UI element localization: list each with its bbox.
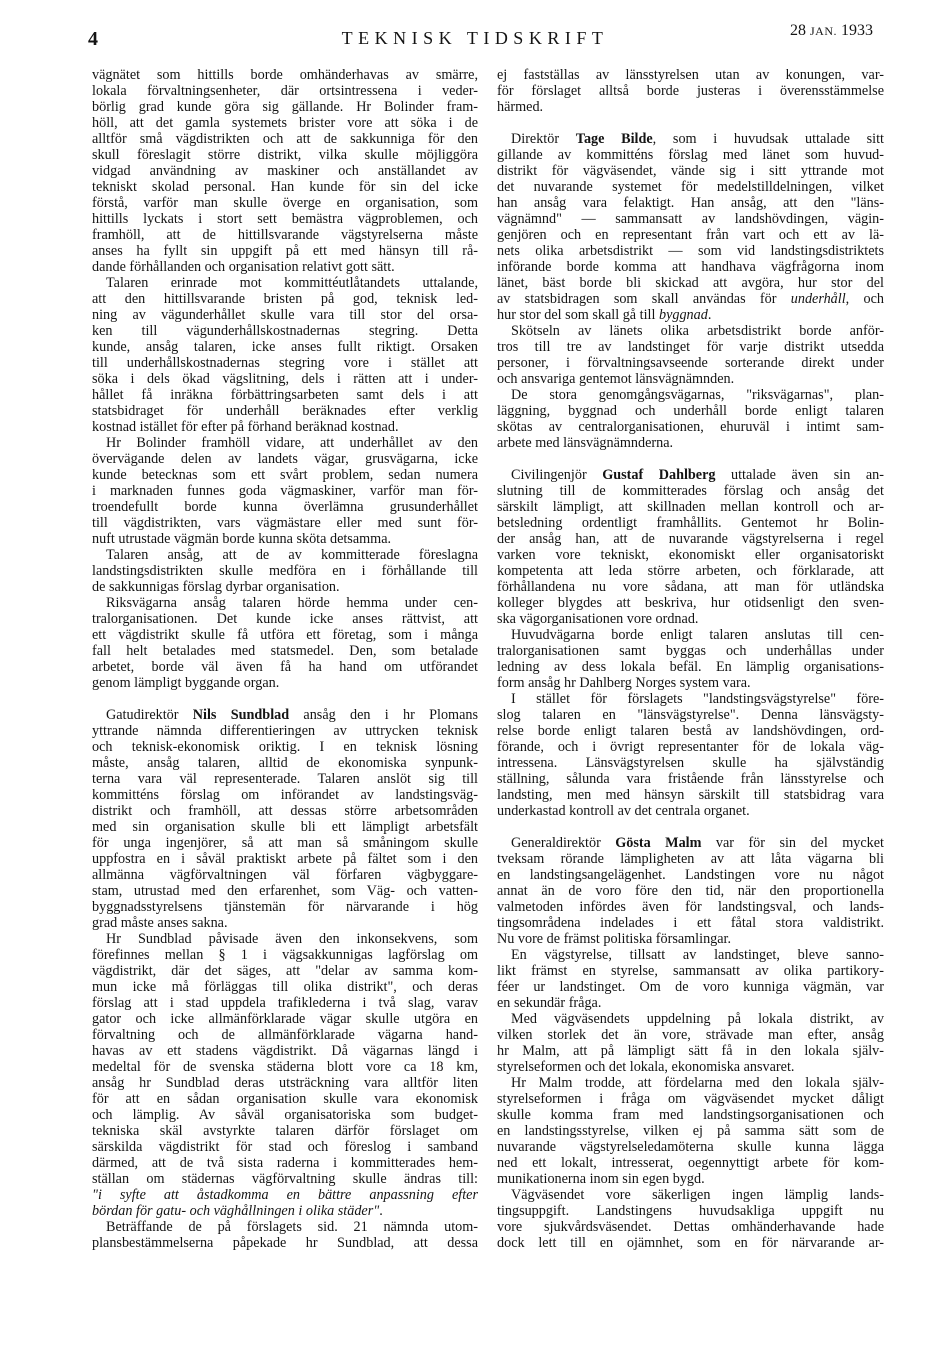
text-line: ställan om städernas vägförvaltning skulle ändras till: bbox=[92, 1171, 478, 1187]
text-line: skötas av centralorganisationen, ehuruväl i intimt sam- bbox=[497, 419, 884, 435]
text-line: ken till vägunderhållskostnadernas stegring. Detta bbox=[92, 323, 478, 339]
paragraph bbox=[497, 835, 884, 947]
date-month: JAN. bbox=[810, 24, 838, 38]
text-line: förstå, varför man skulle överge en organisation, som bbox=[92, 195, 478, 211]
text-line: kunde, ansåg talaren, icke anses fullt riktigt. Orsaken bbox=[92, 339, 478, 355]
text-line: tekniska skäl avstyrkte talaren därför förslaget om bbox=[92, 1123, 478, 1139]
text-line: nets olika arbetsdistrikt — som vid landstingsdistriktets bbox=[497, 243, 884, 259]
text-segment: ansåg den i hr Plomans bbox=[289, 707, 479, 723]
text-line: kostnad istället för efter på förhand beräknad kostnad. bbox=[92, 419, 399, 435]
text-line: kolleger blygdes att beskriva, hur otidsenligt den sven- bbox=[497, 595, 884, 611]
text-line: förhållandena nu vore sådana, att man för utländska bbox=[497, 579, 884, 595]
text-segment: Generaldirektör bbox=[511, 835, 616, 851]
text-line: anses ha fyllt sin uppgift på ett med hänsyn till rå- bbox=[92, 243, 478, 259]
text-line: ställning, sålunda vara fristående från länsstyrelse och bbox=[497, 771, 884, 787]
text-line bbox=[92, 1187, 478, 1203]
text-line: vägnämnd" — sammansatt av landshövdingen, vägin- bbox=[497, 211, 884, 227]
text-line: hållet få inräkna förbättringsarbeten samt dels i att bbox=[92, 387, 478, 403]
text-segment: hur stor del som skall gå till bbox=[497, 307, 659, 323]
text-line: en landstingsstyrelse, vilken ej på samma sätt som de bbox=[497, 1123, 884, 1139]
text-line: plansbestämmelserna påpekade hr Sundblad, att dessa bbox=[92, 1235, 478, 1251]
paragraph bbox=[497, 1011, 884, 1075]
text-line: munikationerna inom sin egen bygd. bbox=[497, 1171, 705, 1187]
text-line bbox=[497, 131, 884, 147]
text-line: tveksam rörande lämpligheten av att låta vägarna bli bbox=[497, 851, 884, 867]
text-segment: Direktör bbox=[511, 131, 576, 147]
text-line: distrikt för vägväsendet, vände sig i sitt yttrande mot bbox=[497, 163, 884, 179]
text-line: fall helt betalades med statsmedel. Den, som betalade bbox=[92, 643, 478, 659]
text-line: och ansvariga gentemot länsvägnämnden. bbox=[497, 371, 735, 387]
text-segment: . bbox=[379, 1203, 383, 1219]
text-line: genom lämpligt byggande organ. bbox=[92, 675, 280, 691]
text-line: Nu vore de främst politiska församlingar. bbox=[497, 931, 732, 947]
text-line: tingsuppgift. Landstingens huvudsakliga uppgift nu bbox=[497, 1203, 884, 1219]
text-line: och teknisk-ekonomisk oriktig. I en teknisk lösning bbox=[92, 739, 478, 755]
emphasis-text: byggnad bbox=[658, 307, 708, 323]
text-line: valmetoden infördes även för landstingsval, och lands- bbox=[497, 899, 884, 915]
text-segment: . bbox=[707, 307, 712, 323]
text-line: vidgad användning av maskiner och anställandet av bbox=[92, 163, 478, 179]
paragraph bbox=[497, 67, 884, 115]
text-line: tingsområdena indelades i ett fåtal stora valdistrikt. bbox=[497, 915, 884, 931]
text-line: Talaren ansåg, att de av kommitterade föreslagna bbox=[106, 547, 478, 563]
text-line: ned ett lokalt, intresserat, oegennyttigt arbete för kom- bbox=[497, 1155, 884, 1171]
text-line: slutning till de kommitterades förslag och ansåg det bbox=[497, 483, 884, 499]
text-segment: Gatudirektör bbox=[106, 707, 193, 723]
text-line: särskilda vägdistrikt för stad och föreslog i samband bbox=[92, 1139, 478, 1155]
text-line: måste, ansåg talaren, alltid de ekonomiska synpunk- bbox=[92, 755, 478, 771]
text-line: nuft utrustade vägmän borde kunna sköta detsamma. bbox=[92, 531, 392, 547]
text-line: ett vägdistrikt skulle få utföra ett företag, som i många bbox=[92, 627, 478, 643]
text-line: vägnätet som hittills borde omhänderhavas av smärre, bbox=[92, 67, 478, 83]
text-line: ning av vägunderhållet skulle vara till stor del orsa- bbox=[92, 307, 478, 323]
text-line: dock lett till en ojämnhet, som en för närvarande ar- bbox=[497, 1235, 884, 1251]
text-line: Talaren erinrade mot kommittéutlåtandets uttalande, bbox=[106, 275, 478, 291]
text-line: för unga ingenjörer, så att man så småningom skulle bbox=[92, 835, 478, 851]
text-line: genjören och en representant från vart och ett av lä- bbox=[497, 227, 884, 243]
text-segment: uttalade även sin an- bbox=[715, 467, 884, 483]
text-line bbox=[497, 467, 884, 483]
speaker-name: Nils Sundblad bbox=[192, 707, 290, 723]
text-line: ej fastställas av länsstyrelsen utan av konungen, var- bbox=[497, 67, 884, 83]
date-day: 28 bbox=[790, 22, 806, 39]
emphasis-text: "i syfte att åstadkomma en bättre anpassning efter bbox=[92, 1187, 478, 1203]
text-line: förslag att i stad uppdela trafiklederna i två slag, varav bbox=[92, 995, 478, 1011]
text-line: höll, att det gamla systemets brister vore att söka i de bbox=[92, 115, 478, 131]
text-line: skull föreslagit större distrikt, vilka skulle möjliggöra bbox=[92, 147, 478, 163]
text-line: till vägdistrikten, vars vägmästare eller med sunt för- bbox=[92, 515, 478, 531]
issue-date bbox=[790, 22, 873, 40]
text-line: med sin organisation skulle bli ett lämpligt arbetsfält bbox=[92, 819, 478, 835]
text-line: förande, och i övrigt representanter för de lokala väg- bbox=[497, 739, 884, 755]
text-line: stam, utrustad med den erfarenhet, som Väg- och vatten- bbox=[92, 883, 478, 899]
text-line: framhöll, att de hittillsvarande vägstyrelserna måste bbox=[92, 227, 478, 243]
text-line: kompetenta att leda större arbeten, och förklarade, att bbox=[497, 563, 884, 579]
text-line: han ansåg vara felaktigt. Han ansåg, att den "läns- bbox=[497, 195, 884, 211]
text-line: Skötseln av länets olika arbetsdistrikt borde anför- bbox=[511, 323, 884, 339]
text-segment: var för sin del mycket bbox=[701, 835, 884, 851]
paragraph bbox=[497, 691, 884, 819]
text-line: förvaltning och de allmänförklarade vägarna hand- bbox=[92, 1027, 478, 1043]
paragraph bbox=[92, 595, 478, 691]
text-line: slog talaren en "länsvägstyrelse". Denna länsvägsty- bbox=[497, 707, 884, 723]
text-line: börlig grad kunde göra sig gällande. Hr Bolinder fram- bbox=[92, 99, 478, 115]
text-line: Riksvägarna ansåg talaren hörde hemma under cen- bbox=[106, 595, 478, 611]
paragraph bbox=[497, 627, 884, 691]
text-line: Huvudvägarna borde enligt talaren anslutas till cen- bbox=[511, 627, 884, 643]
paragraph bbox=[497, 947, 884, 1011]
text-line: relse borde enligt talaren bestå av landshövdingen, ord- bbox=[497, 723, 884, 739]
text-line: ansåg hr Sundblad deras utsträckning vara alltför liten bbox=[92, 1075, 478, 1091]
left-column bbox=[92, 67, 478, 1251]
paragraph bbox=[92, 931, 478, 1219]
text-line: vilken storlek det än vore, strävade man efter, ansåg bbox=[497, 1027, 884, 1043]
text-line: lokala förvaltningsenheter, där ortsintressena i veder- bbox=[92, 83, 478, 99]
text-line: En vägstyrelse, tillsatt av landstinget, bleve sanno- bbox=[511, 947, 884, 963]
text-segment: Civilingenjör bbox=[511, 467, 603, 483]
text-line: nuvarande vägstyrelseledamöterna skulle kunna lägga bbox=[497, 1139, 884, 1155]
paragraph bbox=[497, 1187, 884, 1251]
text-line: de sakkunnigas förslag dyrbar organisation. bbox=[92, 579, 340, 595]
text-line bbox=[497, 307, 884, 323]
text-line: gator och icke allmänförklarade vägar skulle utgöra en bbox=[92, 1011, 478, 1027]
text-line: De stora genomgångsvägarnas, "riksvägarnas", plan- bbox=[511, 387, 884, 403]
text-line: därmed, att de två sista raderna i kommitterades hem- bbox=[92, 1155, 478, 1171]
text-line: I stället för förslagets "landstingsvägstyrelse" före- bbox=[511, 691, 884, 707]
text-line: statsbidraget för underhåll beräknades efter verklig bbox=[92, 403, 478, 419]
page-number: 4 bbox=[88, 28, 98, 50]
text-line: grad måste anses sakna. bbox=[92, 915, 228, 931]
text-line: tros till tre av landstinget för varje distrikt utsedda bbox=[497, 339, 884, 355]
paragraph bbox=[92, 67, 478, 275]
text-line: härmed. bbox=[497, 99, 544, 115]
text-line bbox=[497, 291, 884, 307]
text-line: varken vore tekniskt, ekonomiskt eller organisatoriskt bbox=[497, 547, 884, 563]
text-line: införande borde komma att handhava vägfrågorna inom bbox=[497, 259, 884, 275]
text-line: dande förhållanden och organisation relativt gott sätt. bbox=[92, 259, 395, 275]
text-line: arbete med länsvägnämnderna. bbox=[497, 435, 674, 451]
text-line: havas av ett stadens vägdistrikt. Då vägarnas längd i bbox=[92, 1043, 478, 1059]
text-line: styrelseformen i fråga om vägväsendet mycket dåligt bbox=[497, 1091, 884, 1107]
text-line: der ansåg han, att de nuvarande vägstyrelserna i regel bbox=[497, 531, 884, 547]
text-line: Med vägväsendets uppdelning på lokala distrikt, av bbox=[511, 1011, 884, 1027]
text-line: allmänna vägförvaltningen väl förfaren vägbyggare- bbox=[92, 867, 478, 883]
text-line: mun icke må förläggas till olika distrikt", och deras bbox=[92, 979, 478, 995]
paragraph bbox=[92, 275, 478, 435]
text-line bbox=[92, 1203, 478, 1219]
paragraph bbox=[92, 1219, 478, 1251]
right-column bbox=[497, 67, 884, 1251]
text-line: det nuvarande systemet för medelstilldelningen, vilket bbox=[497, 179, 884, 195]
paragraph bbox=[497, 1075, 884, 1187]
text-line: landsting, men med hänsyn särskilt till statsbidrag vara bbox=[497, 787, 884, 803]
date-year: 1933 bbox=[841, 22, 874, 39]
text-line: förefinnes mellan § 1 i vägsakkunnigas lagförslag om bbox=[92, 947, 478, 963]
text-line: styrelseformen och det lokala, ekonomiska ansvaret. bbox=[497, 1059, 795, 1075]
text-line: skulle komma fram med landstingsorganisationen och bbox=[497, 1107, 884, 1123]
paragraph bbox=[497, 387, 884, 451]
text-line: byggnadsstyrelsens tjänstemän för närvarande i hög bbox=[92, 899, 478, 915]
paragraph bbox=[92, 435, 478, 547]
text-line: annat än de voro före den tid, när den proportionella bbox=[497, 883, 884, 899]
text-line: uppfostra en i såväl praktiskt arbete på fältet som i den bbox=[92, 851, 478, 867]
paragraph bbox=[497, 323, 884, 387]
text-line: kunde betecknas som ett svårt problem, sedan numera bbox=[92, 467, 478, 483]
text-line: Hr Malm trodde, att fördelarna med den lokala själv- bbox=[511, 1075, 884, 1091]
text-segment: , och bbox=[845, 291, 884, 307]
text-line: vägdistrikt, där det säges, att "delar av samma kom- bbox=[92, 963, 478, 979]
text-line: och lämplig. Av såväl organisatoriska som budget- bbox=[92, 1107, 478, 1123]
text-line: Hr Bolinder framhöll vidare, att underhållet av den bbox=[106, 435, 478, 451]
paragraph bbox=[92, 707, 478, 931]
text-line: i marknaden funnes goda vägmaskiner, varför man för- bbox=[92, 483, 478, 499]
text-line: Vägväsendet vore säkerligen ingen lämplig lands- bbox=[511, 1187, 884, 1203]
text-line bbox=[497, 835, 884, 851]
text-line: personer, i förvaltningsavseende sorterande direkt under bbox=[497, 355, 884, 371]
text-line: likt främst en styrelse, sammansatt av olika partikory- bbox=[497, 963, 884, 979]
journal-title: TEKNISK TIDSKRIFT bbox=[341, 28, 609, 48]
emphasis-text: underhåll bbox=[790, 291, 846, 307]
speaker-name: Gustaf Dahlberg bbox=[602, 467, 716, 483]
text-line: underkastad kontroll av det centrala organet. bbox=[497, 803, 750, 819]
text-line: att den hittillsvarande bristen på god, teknisk led- bbox=[92, 291, 478, 307]
text-line: Beträffande de på förslagets sid. 21 nämnda utom- bbox=[106, 1219, 478, 1235]
paragraph bbox=[497, 131, 884, 323]
text-line: arbetet, borde väl även få ha hand om utförandet bbox=[92, 659, 478, 675]
text-line: för förslaget alltså borde justeras i överensstämmelse bbox=[497, 83, 884, 99]
text-line: ska vägorganisationen vore ordnad. bbox=[497, 611, 699, 627]
text-line: yttrande nämnda differentieringen av uttrycken teknisk bbox=[92, 723, 478, 739]
text-line: intressena. Länsvägstyrelsen skulle ha självständig bbox=[497, 755, 884, 771]
text-line: Hr Sundblad påvisade även den inkonsekvens, som bbox=[106, 931, 478, 947]
text-segment: av statsbidragen som skall användas för bbox=[497, 291, 791, 307]
text-line: en landstingsangelägenhet. Landstingen vore nu något bbox=[497, 867, 884, 883]
text-line: hr Malm, att på lämpligt sätt få in den lokala själv- bbox=[497, 1043, 884, 1059]
text-line: hittills lyckats i stort sett bemästra vägproblemen, och bbox=[92, 211, 478, 227]
text-line: länet, bäst borde bli skickad att avgöra, hur stor del bbox=[497, 275, 884, 291]
text-line: tekniskt skolad personal. Han kunde för sin del icke bbox=[92, 179, 478, 195]
text-line: terna vara väl representerade. Talaren anslöt sig till bbox=[92, 771, 478, 787]
text-line bbox=[92, 707, 478, 723]
text-line: medeltal för de svenska städerna blott vore ca 18 km, bbox=[92, 1059, 478, 1075]
text-line: form ansåg hr Dahlberg Norges system vara. bbox=[497, 675, 751, 691]
text-line: tralorganisationen samt byggas och underhållas under bbox=[497, 643, 884, 659]
text-line: särskilt lämpligt, att skillnaden mellan kontroll och ar- bbox=[497, 499, 884, 515]
text-line: vore sjukvårdsväsendet. Dettas omhänderhavande hade bbox=[497, 1219, 884, 1235]
emphasis-text: bördan för gatu- och väghållningen i olika städer" bbox=[92, 1203, 380, 1219]
text-line: läggning, byggnad och underhåll borde enligt talaren bbox=[497, 403, 884, 419]
text-line: en sekundär fråga. bbox=[497, 995, 602, 1011]
text-line: gillande av kommitténs förslag med länet som huvud- bbox=[497, 147, 884, 163]
text-line: distrikt och framhöll, att dessas större arbetsområden bbox=[92, 803, 478, 819]
text-line: kommitténs förslag om införandet av landstingsväg- bbox=[92, 787, 478, 803]
text-line: alltför små vägdistrikten och att de sakkunniga för den bbox=[92, 131, 478, 147]
text-line: för att en sådan organisation skulle vara ekonomisk bbox=[92, 1091, 478, 1107]
text-line: ledning av dess lokala befäl. En lämplig organisations- bbox=[497, 659, 884, 675]
text-line: övervägande delen av landets vägar, grusvägarna, icke bbox=[92, 451, 478, 467]
text-line: till underhållskostnadernas stegring vore i stället att bbox=[92, 355, 478, 371]
speaker-name: Tage Bilde bbox=[575, 131, 653, 147]
text-line: tralorganisationen. Det kunde icke anses rättvist, att bbox=[92, 611, 478, 627]
text-line: betsledning ordentligt framhållits. Gentemot hr Bolin- bbox=[497, 515, 884, 531]
text-line: féer ur landstinget. Om de voro kunniga vägmän, var bbox=[497, 979, 884, 995]
text-line: troendefullt borde kunna överlämna grusunderhållet bbox=[92, 499, 478, 515]
text-segment: , som i huvudsak uttalade sitt bbox=[652, 131, 884, 147]
paragraph bbox=[92, 547, 478, 595]
text-line: söka i dels ökad vägslitning, dels i rätten att i under- bbox=[92, 371, 478, 387]
speaker-name: Gösta Malm bbox=[615, 835, 702, 851]
paragraph bbox=[497, 467, 884, 627]
text-line: landstingsdistrikten skulle medföra en i förhållande till bbox=[92, 563, 478, 579]
